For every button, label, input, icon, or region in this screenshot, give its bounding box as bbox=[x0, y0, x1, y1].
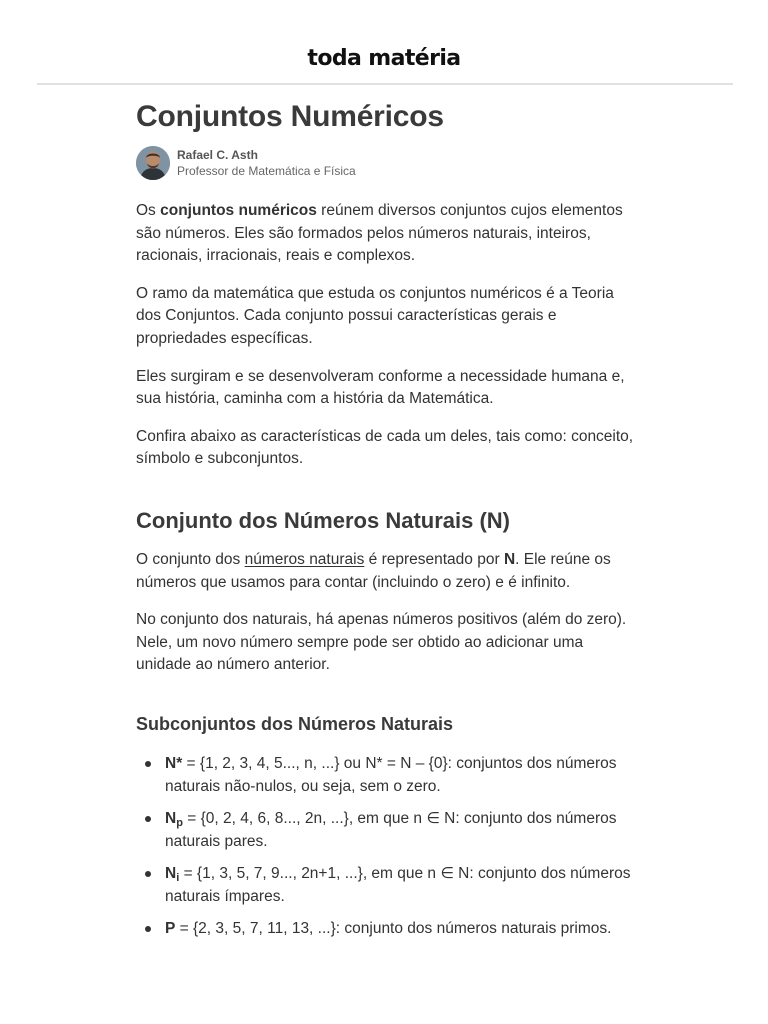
intro-paragraph-1 bbox=[136, 200, 636, 268]
subset-description: = {0, 2, 4, 6, 8..., 2n, ...}, em que n ∈ N: conjunto dos números naturais pares. bbox=[165, 809, 617, 851]
subset-subscript: p bbox=[176, 816, 183, 829]
list-item bbox=[136, 917, 636, 941]
naturais-paragraph-1 bbox=[136, 549, 636, 594]
author-byline bbox=[136, 146, 636, 182]
subset-symbol: N bbox=[165, 864, 177, 882]
site-header bbox=[0, 0, 768, 84]
subset-description: = {2, 3, 5, 7, 11, 13, ...}: conjunto dos números naturais primos. bbox=[175, 919, 612, 937]
page-title: Conjuntos Numéricos bbox=[136, 100, 444, 133]
naturais-symbol: N bbox=[503, 550, 516, 568]
subset-description: = {1, 3, 5, 7, 9..., 2n+1, ...}, em que n ∈ N: conjunto dos números naturais ímpares. bbox=[165, 864, 631, 906]
naturais-p1-suffix: . Ele reúne os números que usamos para contar (incluindo o zero) e é infinito. bbox=[136, 550, 611, 591]
author-role: Professor de Matemática e Física bbox=[177, 164, 356, 178]
author-name[interactable]: Rafael C. Asth bbox=[177, 148, 258, 162]
section-heading-naturais: Conjunto dos Números Naturais (N) bbox=[136, 507, 511, 533]
article bbox=[136, 98, 636, 948]
list-item bbox=[136, 752, 636, 799]
intro-paragraph-2: O ramo da matemática que estuda os conjuntos numéricos é a Teoria dos Conjuntos. Cada conjunto possui características gerais e propriedades específicas. bbox=[136, 284, 614, 347]
intro-prefix: Os bbox=[136, 202, 161, 219]
header-divider bbox=[37, 83, 733, 85]
intro-paragraph-4: Confira abaixo as características de cada um deles, tais como: conceito, símbolo e subconjuntos. bbox=[136, 427, 634, 468]
subset-symbol: P bbox=[165, 919, 176, 937]
naturais-p1-middle: é representado por bbox=[364, 550, 504, 568]
intro-suffix: reúnem diversos conjuntos cujos elementos são números. Eles são formados pelos números naturais, inteiros, racionais, irracionais, reais e complexos. bbox=[136, 202, 623, 265]
site-logo[interactable]: toda matéria bbox=[307, 46, 461, 71]
numeros-naturais-link[interactable]: números naturais bbox=[244, 550, 365, 568]
subset-symbol: N* bbox=[165, 754, 183, 772]
author-avatar[interactable] bbox=[136, 146, 170, 180]
subset-subscript: i bbox=[176, 871, 180, 884]
subsection-heading: Subconjuntos dos Números Naturais bbox=[136, 713, 454, 734]
subset-symbol: N bbox=[165, 809, 177, 827]
list-item bbox=[136, 862, 636, 909]
intro-paragraph-3: Eles surgiram e se desenvolveram conforme a necessidade humana e, sua história, caminha com a história da Matemática. bbox=[136, 367, 625, 408]
list-item bbox=[136, 807, 636, 854]
naturais-p1-prefix: O conjunto dos bbox=[136, 550, 245, 568]
intro-bold-term: conjuntos numéricos bbox=[160, 202, 317, 219]
subset-description: = {1, 2, 3, 4, 5..., n, ...} ou N* = N – {0}: conjuntos dos números naturais não-nulos, ou seja, sem o zero. bbox=[165, 754, 617, 796]
naturais-paragraph-2: No conjunto dos naturais, há apenas números positivos (além do zero). Nele, um novo número sempre pode ser obtido ao adicionar uma unidade ao número anterior. bbox=[136, 611, 627, 674]
subsets-list bbox=[136, 752, 636, 941]
avatar-portrait-icon bbox=[136, 146, 170, 180]
